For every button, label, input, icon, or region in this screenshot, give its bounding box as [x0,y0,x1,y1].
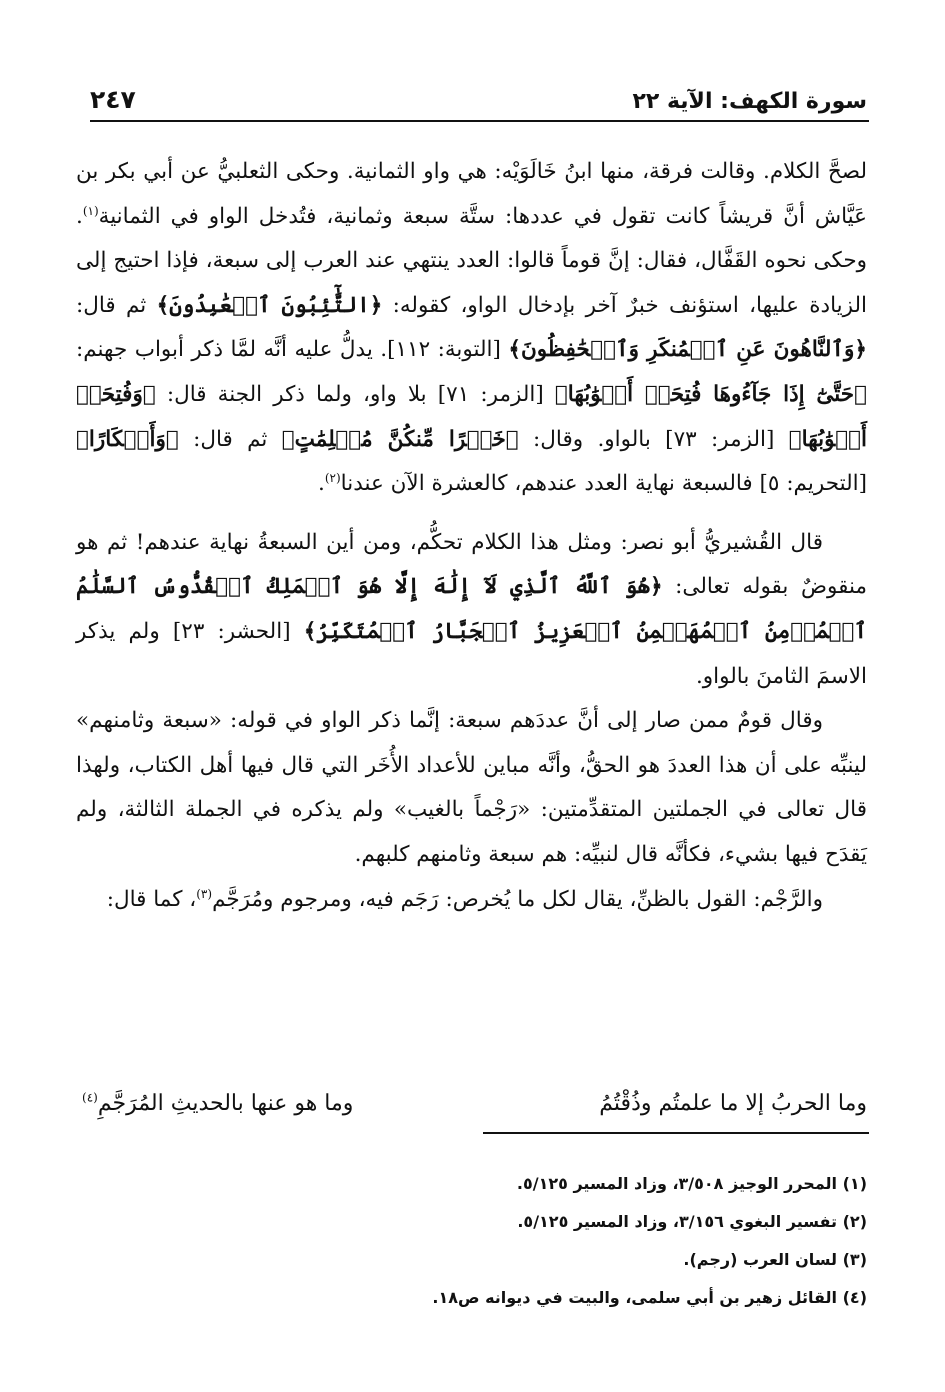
text-run: لصحَّ الكلام. وقالت فرقة، منها ابنُ خَالَوَيْه: هي واو الثمانية. وحكى الثعلبيُّ عن أبي بكر بن عَيَّاش أنَّ قريشاً كانت تقول في عددها: ستَّة سبعة وثمانية، فتُدخل الواو في الثمانية [76,159,867,229]
poem-hemistich-first: وما الحربُ إلا ما علمتُم وذُقْتُمُ [599,1091,867,1116]
footnotes [76,1165,867,1317]
text-run: والرَّجْم: القول بالظنِّ، يقال لكل ما يُخرص: رَجَم فيه، ومرجوم ومُرَجَّم [212,886,823,912]
verse-bracket: ﴾ [788,426,802,452]
text-run: وقال قومٌ ممن صار إلى أنَّ عددَهم سبعة: إنَّما ذكر الواو في قوله: «سبعة وثامنهم» لينبِّه على أن هذا العددَ هو الحقُّ، وأنَّه مباين للأعداد الأُخَر التي قال فيها أهل الكتاب، ولهذا قال تعالى في الجملتين المتقدِّمتين: «رَجْماً بالغيب» ولم يذكره في الجملة الثالثة، ولم يَقدَح فيها بشيء، فكأنَّه قال لنبيِّه: هم سبعة وثامنهم كلبهم. [76,708,867,867]
quran-verse: وَأَبۡكَارًا [88,426,166,452]
verse-bracket: ﴿ [649,574,663,600]
text-run: [التوبة: ١١٢]. يدلُّ عليه أنَّه لمَّا ذكر أبواب جهنم: [76,337,509,363]
verse-bracket: ﴿ [165,426,179,452]
text-run: [الحشر: ٢٣] ولم يذكر الاسمَ الثامنَ بالواو. [76,618,867,689]
footnote-ref: (٣) [196,886,213,901]
main-text [76,150,867,922]
quran-verse: خَيۡرًا مِّنكُنَّ مُسۡلِمَٰتٍ [294,426,506,452]
verse-bracket: ﴾ [554,381,568,407]
text-run: . [318,471,325,497]
running-header [90,78,867,114]
quran-verse: هُوَ ٱللَّهُ ٱلَّذِي لَآ إِلَٰهَ إِلَّا هُوَ ٱلۡمَلِكُ ٱلۡقُدُّوسُ ٱلسَّلَٰمُ ٱلۡمُؤۡمِنُ ٱلۡمُهَيۡمِنُ ٱلۡعَزِيزُ ٱلۡجَبَّارُ ٱلۡمُتَكَبِّرُ [76,574,868,644]
paragraph-1 [76,150,867,507]
running-title: سورة الكهف: الآية ٢٢ [632,89,867,114]
verse-bracket: ﴿ [854,381,867,407]
footnote-ref: (١) [82,203,99,218]
text-run: [التحريم: ٥] فالسبعة نهاية العدد عندهم، كالعشرة الآن عندنا [340,471,867,497]
footnote-3: (٣) لسان العرب (رجم). [683,1250,867,1269]
footnote-ref: (٢) [324,471,341,485]
quran-verse: وَفُتِحَتۡ أَبۡوَٰبُهَا [76,381,867,452]
verse-bracket: ﴿ [854,337,867,363]
footnote-ref: (٤) [82,1090,98,1105]
verse-bracket: ﴾ [303,618,317,644]
text-run: ثم قال: [178,426,282,452]
footnote-1: (١) المحرر الوجيز ٣/٥٠٨، وزاد المسير ٥/١٢٥. [516,1174,867,1193]
header-divider [90,120,869,122]
footnote-2: (٢) تفسير البغوي ٣/١٥٦، وزاد المسير ٥/١٢٥. [517,1212,867,1231]
text-run: ، كما قال: [106,886,197,912]
paragraph-4 [76,878,867,923]
verse-bracket: ﴾ [76,426,89,452]
poem-hemistich-second [82,1082,353,1126]
footnote-divider [483,1132,869,1134]
text-run: [الزمر: ٧١] بلا واو، ولما ذكر الجنة قال: [155,381,555,407]
text-run: قال القُشيريُّ أبو نصر: ومثل هذا الكلام تحكُّم، ومن أين السبعةُ نهاية عندهم! ثم هو منقوضٌ بقوله تعالى: [76,529,867,600]
quran-verse: وَٱلنَّاهُونَ عَنِ ٱلۡمُنكَرِ وَٱلۡحَٰفِظُونَ [520,337,855,363]
text-run: . وحكى نحوه القَفَّال، فقال: إنَّ قوماً قالوا: العدد ينتهي عند العرب إلى سبعة، فإذا احتيج إلى الزيادة عليها، استؤنف خبرٌ آخر بإدخال الواو، كقوله: [76,203,867,318]
text-run: [الزمر: ٧٣] بالواو. وقال: [518,426,789,452]
text-run: ثم قال: [76,292,157,318]
quran-verse: حَتَّىٰٓ إِذَا جَآءُوهَا فُتِحَتۡ أَبۡوَٰبُهَا [567,381,855,407]
page-number: ٢٤٧ [90,85,136,114]
verse-bracket: ﴾ [281,426,295,452]
quran-verse: التَّٰٓئِبُونَ ٱلۡعَٰبِدُونَ [169,292,370,318]
poem-hemistich-second-text: وما هو عنها بالحديثِ المُرَجَّمِ [97,1091,354,1116]
poem-verse [82,1082,867,1126]
paragraph-2 [76,521,867,699]
verse-bracket: ﴾ [156,292,170,318]
verse-bracket: ﴿ [142,381,156,407]
verse-bracket: ﴾ [508,337,521,363]
verse-bracket: ﴿ [369,292,383,318]
paragraph-3 [76,699,867,877]
verse-bracket: ﴿ [505,426,519,452]
footnote-4: (٤) القائل زهير بن أبي سلمى، والبيت في ديوانه ص١٨. [432,1288,867,1307]
